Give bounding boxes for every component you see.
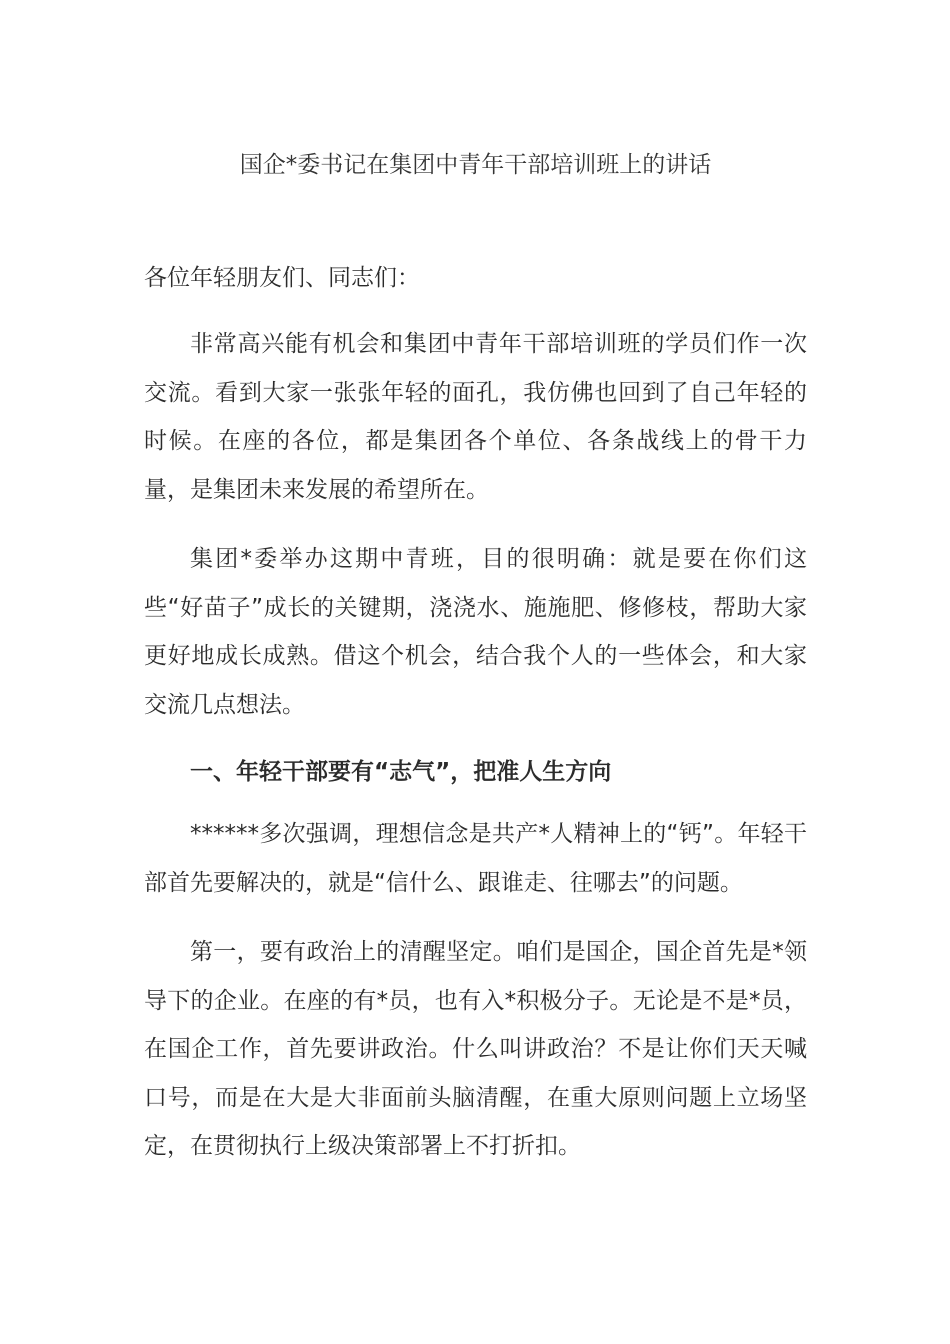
paragraph-political: 第一，要有政治上的清醒坚定。咱们是国企，国企首先是*领导下的企业。在座的有*员，也有入*积极分子。无论是不是*员，在国企工作，首先要讲政治。什么叫讲政治？不是让你们天天喊口号，而是在大是大非面前头脑清醒，在重大原则问题上立场坚定，在贯彻执行上级决策部署上不打折扣。 (144, 939, 807, 1159)
document-title: 国企*委书记在集团中青年干部培训班上的讲话 (239, 152, 712, 178)
salutation: 各位年轻朋友们、同志们： (144, 265, 420, 291)
paragraph-purpose: 集团*委举办这期中青班，目的很明确：就是要在你们这些“好苗子”成长的关键期，浇浇水、施施肥、修修枝，帮助大家更好地成长成熟。借这个机会，结合我个人的一些体会，和大家交流几点想法。 (144, 546, 807, 718)
document-page (144, 148, 807, 1171)
section-heading: 一、年轻干部要有“志气”，把准人生方向 (190, 759, 612, 785)
paragraph-intro: 非常高兴能有机会和集团中青年干部培训班的学员们作一次交流。看到大家一张张年轻的面孔，我仿佛也回到了自己年轻的时候。在座的各位，都是集团各个单位、各条战线上的骨干力量，是集团未来发展的希望所在。 (144, 331, 807, 503)
paragraph-ideals: ******多次强调，理想信念是共产*人精神上的“钙”。年轻干部首先要解决的，就是“信什么、跟谁走、往哪去”的问题。 (144, 821, 807, 896)
